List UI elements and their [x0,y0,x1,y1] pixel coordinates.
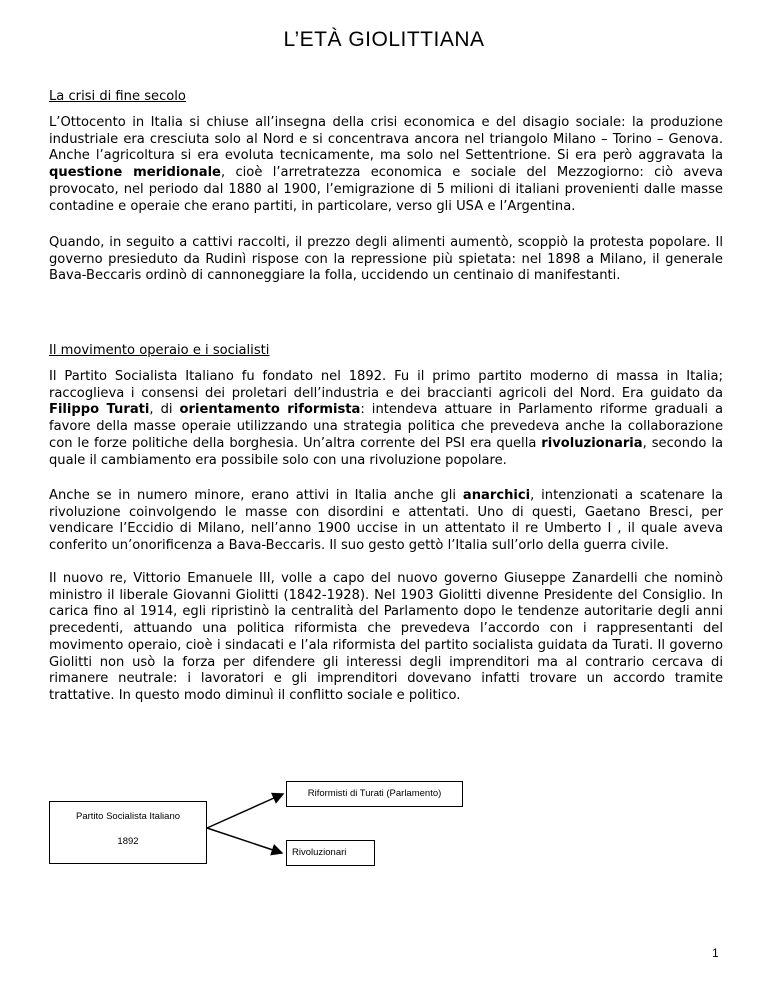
diagram-source-label: Partito Socialista Italiano [75,811,181,822]
paragraph [49,115,723,215]
bold-term: questione meridionale [49,165,221,181]
page-number: 1 [712,946,719,960]
diagram-target-bottom-label: Rivoluzionari [292,847,347,858]
paragraph [49,571,723,705]
text-run: , secondo la quale il cambiamento era possibile solo con una rivoluzione popolare. [49,435,723,468]
diagram-target-top-box [286,781,463,807]
arrow-to-rivoluzionari [207,828,282,853]
paragraph [49,369,723,469]
diagram-target-top-label: Riformisti di Turati (Parlamento) [307,788,442,799]
text-run: , intenzionati a scatenare la rivoluzione coinvolgendo le masse con disordini e attentati. Uno di questi, Gaetano Bresci, per vendicare l’Eccidio di Milano, nell’anno 1900 uccise in un attentato il re Umberto I , il quale aveva conferito un’onorificenza a Bava-Beccaris. Il suo gesto gettò l’Italia sull’orlo della guerra civile. [49,488,723,554]
text-run: , di [149,402,180,418]
diagram-source-year: 1892 [117,836,139,847]
text-run: , cioè l’arretratezza economica e sociale del Mezzogiorno: ciò aveva provocato, nel periodo dal 1880 al 1900, l’emigrazione di 5 milioni di italiani provenienti dalle masse contadine e operaie che erano partiti, in particolare, verso gli USA e l’Argentina. [49,165,723,214]
text-run: L’Ottocento in Italia si chiuse all’insegna della crisi economica e del disagio sociale: la produzione industriale era cresciuta solo al Nord e si concentrava ancora nel triangolo Milano – Torino – Genova. Anche l’agricoltura si era evoluta tecnicamente, ma solo nel Settentrione. Si era però aggravata la [49,115,723,164]
bold-term: Filippo Turati [49,402,150,418]
text-run: Quando, in seguito a cattivi raccolti, il prezzo degli alimenti aumentò, scoppiò la protesta popolare. Il governo presieduto da Rudinì rispose con la repressione più spietata: nel 1898 a Milano, il generale Bava-Beccaris ordinò di cannoneggiare la folla, uccidendo un centinaio di manifestanti. [49,235,723,284]
diagram-source-box [49,801,207,864]
bold-term: rivoluzionaria [541,435,643,451]
text-run: : intendeva attuare in Parlamento riforme graduali a favore della masse operaie utilizzando una strategia politica che prevedeva anche la collaborazione con le forze politiche della borghesia. Un’altra corrente del PSI era quella [49,402,723,451]
diagram-target-bottom-box [286,840,375,866]
paragraph [49,488,723,555]
bold-term: orientamento riformista [179,402,361,418]
bold-term: anarchici [462,488,531,503]
page-title: L’ETÀ GIOLITTIANA [283,28,485,51]
text-run: Il nuovo re, Vittorio Emanuele III, volle a capo del nuovo governo Giuseppe Zanardelli che nominò ministro il liberale Giovanni Giolitti (1842-1928). Nel 1903 Giolitti divenne Presidente del Consiglio. In carica fino al 1914, egli ripristinò la centralità del Parlamento dopo le tendenze autoritarie degli anni precedenti, attuando una politica riformista che prevedeva l’accordo con i rappresentanti del movimento operaio, cioè i sindacati e l’ala riformista del partito socialista guidata da Turati. Il governo Giolitti non usò la forza per difendere gli interessi degli imprenditori ma al contrario cercava di rimanere neutrale: i lavoratori e gli imprenditori dovevano infatti trovare un accordo tramite trattative. In questo modo diminuì il conflitto sociale e politico. [49,571,723,703]
section-heading-crisi: La crisi di fine secolo [49,89,186,104]
paragraph [49,235,723,285]
text-run: Il Partito Socialista Italiano fu fondato nel 1892. Fu il primo partito moderno di massa in Italia; raccoglieva i consensi dei proletari dell’industria e dei braccianti agricoli del Nord. Era guidato da [49,369,723,401]
text-run: Anche se in numero minore, erano attivi in Italia anche gli [49,488,463,503]
arrow-to-riformisti [207,794,283,828]
section-heading-movimento: Il movimento operaio e i socialisti [49,343,270,358]
